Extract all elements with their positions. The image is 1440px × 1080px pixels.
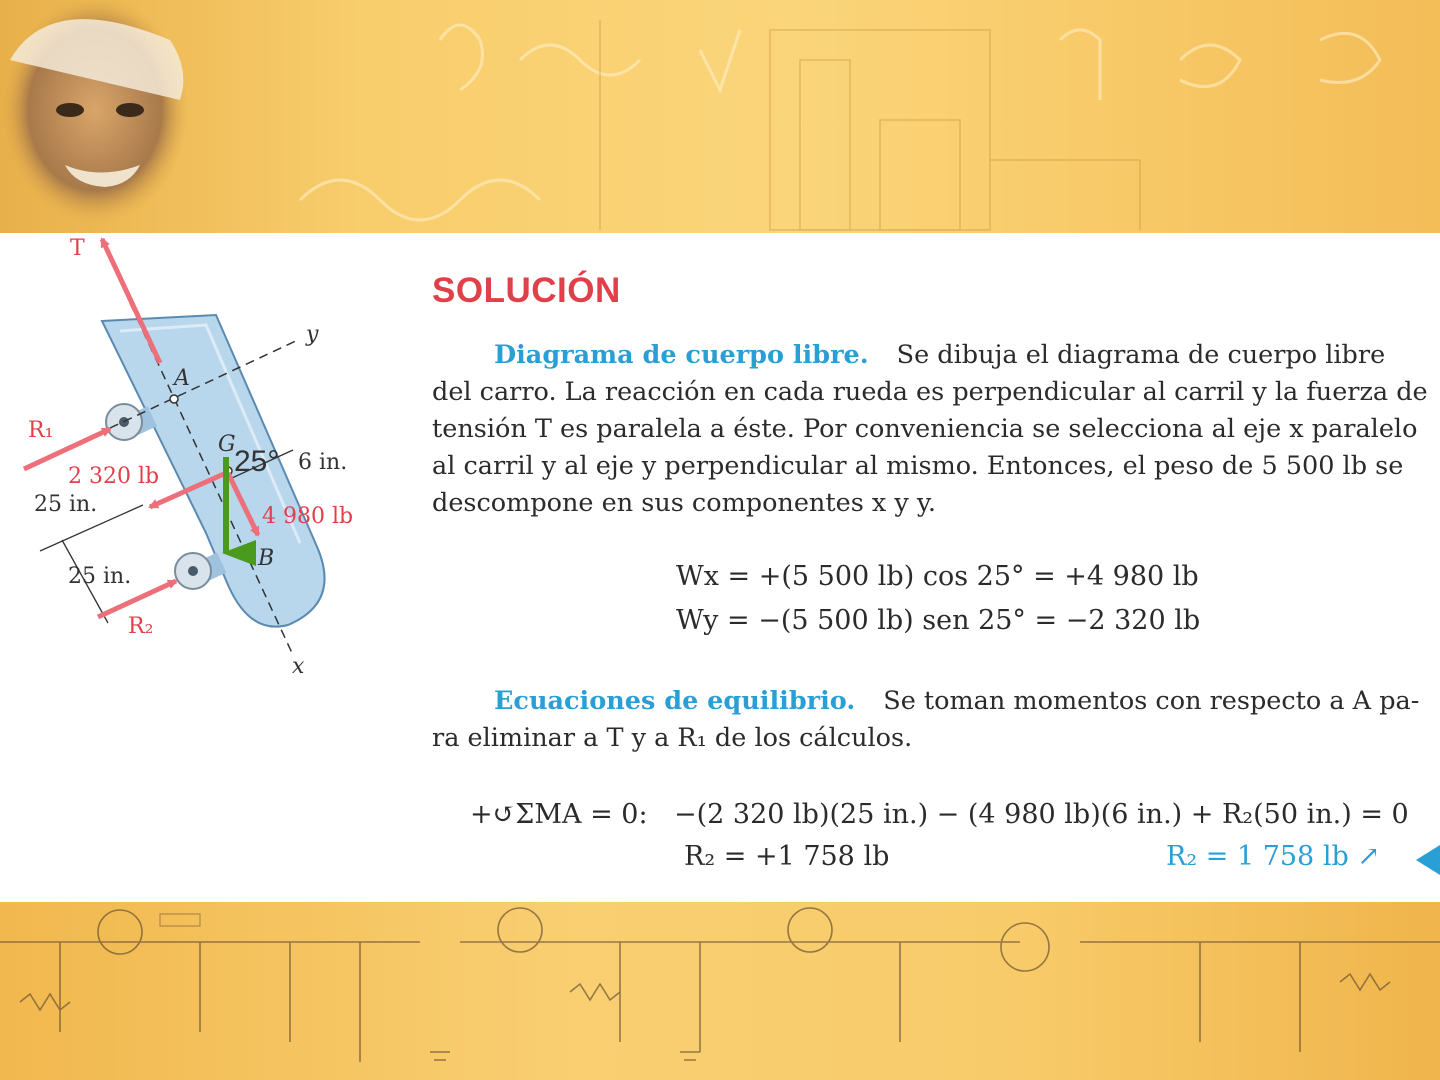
equation-wx: Wx = +(5 500 lb) cos 25° = +4 980 lb: [676, 561, 1199, 592]
paragraph-line: Diagrama de cuerpo libre. Se dibuja el diagrama de cuerpo libre: [494, 340, 1386, 370]
label-T: T: [70, 236, 85, 261]
bottom-banner: [0, 902, 1440, 1080]
solution-panel: [0, 233, 1440, 902]
paragraph-line: descompone en sus componentes x y y.: [432, 488, 937, 518]
moment-equation: −(2 320 lb)(25 in.) − (4 980 lb)(6 in.) + R₂(50 in.) = 0: [674, 799, 1409, 830]
top-banner: [0, 0, 1440, 233]
label-25in-top: 25 in.: [34, 492, 98, 517]
label-4980: 4 980 lb: [262, 504, 354, 529]
einstein-portrait: [0, 0, 200, 233]
label-R2: R₂: [128, 614, 154, 639]
play-left-icon[interactable]: [1412, 845, 1440, 875]
label-2320: 2 320 lb: [68, 464, 160, 489]
wheel-bottom: [175, 553, 226, 589]
r2-value: R₂ = +1 758 lb: [684, 841, 890, 872]
equation-wy: Wy = −(5 500 lb) sen 25° = −2 320 lb: [676, 605, 1201, 636]
free-body-diagram: [0, 233, 420, 902]
paragraph-line: ra eliminar a T y a R₁ de los cálculos.: [432, 723, 913, 753]
label-R1: R₁: [28, 418, 54, 443]
r2-answer: R₂ = 1 758 lb ↗: [1166, 841, 1380, 872]
circuit-sketch: [0, 902, 1440, 1080]
paragraph-equilibrium: [432, 683, 1440, 757]
paragraph-line: tensión T es paralela a éste. Por conveniencia se selecciona al eje x paralelo: [432, 414, 1418, 444]
label-x: x: [292, 654, 305, 679]
formula-sketch-background: [0, 0, 1440, 233]
label-6in: 6 in.: [298, 450, 348, 475]
paragraph-line: al carril y al eje y perpendicular al mismo. Entonces, el peso de 5 500 lb se: [432, 451, 1404, 481]
section-title-free-body: Diagrama de cuerpo libre.: [494, 340, 869, 370]
paragraph-line: del carro. La reacción en cada rueda es perpendicular al carril y la fuerza de: [432, 377, 1428, 407]
label-G: G: [218, 432, 236, 457]
label-angle: 25°: [234, 445, 280, 478]
moment-label: +↺ΣMA = 0:: [470, 799, 648, 830]
section-title-equilibrium: Ecuaciones de equilibrio.: [494, 686, 856, 716]
label-B: B: [258, 546, 275, 571]
paragraph-free-body: [432, 337, 1440, 522]
label-y: y: [306, 322, 319, 347]
solution-heading: SOLUCIÓN: [432, 271, 621, 310]
paragraph-line: Ecuaciones de equilibrio. Se toman momentos con respecto a A pa-: [494, 686, 1420, 716]
label-A: A: [174, 366, 190, 391]
label-25in-bottom: 25 in.: [68, 564, 132, 589]
